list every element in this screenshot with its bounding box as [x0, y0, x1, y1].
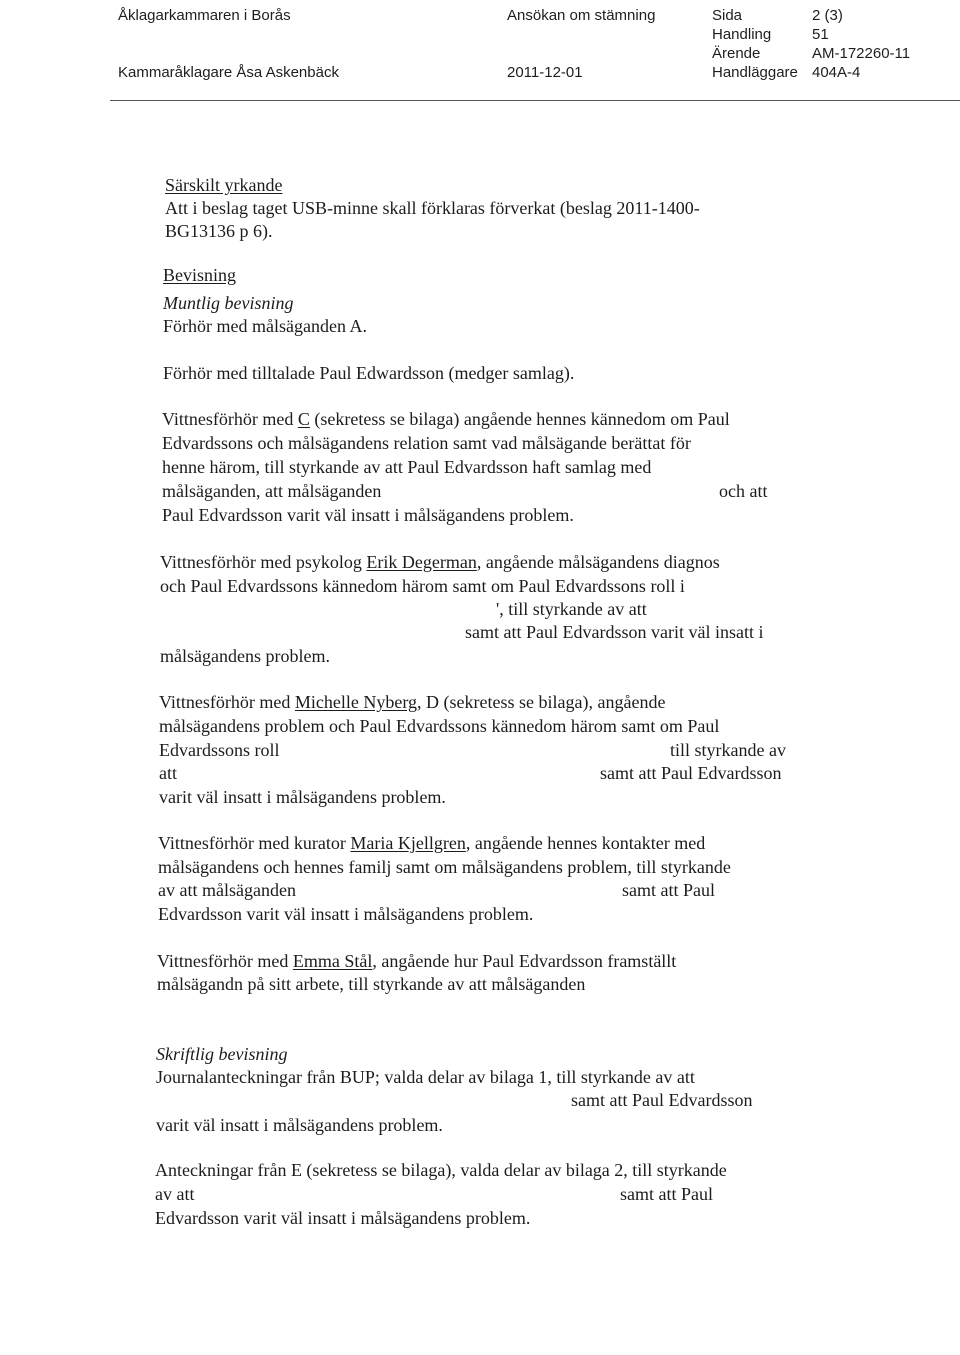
witness-name: Emma Stål — [292, 951, 373, 971]
header-office: Åklagarkammaren i Borås — [118, 7, 291, 24]
text-line: Edvardssons och målsägandens relation samt vad målsägande berättat för — [162, 433, 691, 453]
text-run: Vittnesförhör med — [159, 692, 295, 712]
text-run: Vittnesförhör med — [162, 409, 298, 429]
text-line: Journalanteckningar från BUP; valda delar av bilaga 1, till styrkande av att — [156, 1067, 695, 1087]
meta-label-case: Ärende — [712, 45, 761, 62]
heading-evidence: Bevisning — [163, 265, 237, 285]
text-line: samt att Paul Edvardsson — [571, 1090, 753, 1110]
text-line — [160, 551, 720, 573]
text-line: och att — [719, 481, 768, 501]
text-run: , D (sekretess se bilaga), angående — [417, 692, 666, 712]
header-date: 2011-12-01 — [507, 64, 583, 81]
text-line: Edvardsson varit väl insatt i målsägandens problem. — [155, 1208, 531, 1228]
text-line: av att målsäganden — [158, 880, 296, 900]
text-line: Förhör med målsäganden A. — [163, 316, 367, 336]
text-line: Paul Edvardsson varit väl insatt i målsägandens problem. — [162, 505, 574, 525]
text-line: henne härom, till styrkande av att Paul Edvardsson haft samlag med — [162, 457, 652, 477]
text-line: målsägandens problem. — [160, 646, 330, 666]
meta-value-page: 2 (3) — [812, 7, 843, 24]
meta-label-handling: Handling — [712, 26, 772, 43]
text-line: målsäganden, att målsäganden — [162, 481, 382, 501]
text-line: att — [159, 763, 177, 783]
text-line — [159, 691, 665, 713]
text-line: samt att Paul — [622, 880, 715, 900]
text-line — [157, 950, 676, 972]
text-line: målsägandn på sitt arbete, till styrkande av att målsäganden — [157, 974, 586, 994]
header-prosecutor: Kammaråklagare Åsa Askenbäck — [118, 64, 339, 81]
text-run: Vittnesförhör med psykolog — [160, 552, 367, 572]
header-doc-type: Ansökan om stämning — [507, 7, 656, 24]
text-line: BG13136 p 6). — [165, 221, 273, 241]
meta-value-handling: 51 — [812, 26, 829, 43]
text-line: och Paul Edvardssons kännedom härom samt om Paul Edvardssons roll i — [160, 576, 685, 596]
text-line: samt att Paul — [620, 1184, 713, 1204]
text-line: Att i beslag taget USB-minne skall förklaras förverkat (beslag 2011-1400- — [165, 198, 700, 218]
text-line: samt att Paul Edvardsson — [600, 763, 782, 783]
meta-value-handler: 404A-4 — [812, 64, 861, 81]
witness-name: Erik Degerman — [366, 552, 477, 572]
meta-label-page: Sida — [712, 7, 743, 24]
text-line: målsägandens problem och Paul Edvardssons kännedom härom samt om Paul — [159, 716, 720, 736]
text-run: (sekretess se bilaga) angående hennes kännedom om Paul — [309, 409, 730, 429]
text-line: till styrkande av — [670, 740, 786, 760]
text-line: Anteckningar från E (sekretess se bilaga), valda delar av bilaga 2, till styrkande — [155, 1160, 727, 1180]
witness-name: C — [297, 409, 310, 429]
text-line: varit väl insatt i målsägandens problem. — [156, 1115, 443, 1135]
header-divider — [110, 100, 960, 101]
heading-special-claim: Särskilt yrkande — [165, 175, 283, 195]
text-line: ', till styrkande av att — [496, 599, 647, 619]
meta-label-handler: Handläggare — [712, 64, 798, 81]
text-run: Vittnesförhör med — [157, 951, 293, 971]
text-line: Edvardsson varit väl insatt i målsägandens problem. — [158, 904, 534, 924]
text-line — [158, 832, 705, 854]
subheading-oral-evidence: Muntlig bevisning — [163, 293, 294, 313]
witness-name: Maria Kjellgren — [350, 833, 466, 853]
text-run: , angående hennes kontakter med — [465, 833, 706, 853]
text-line: Förhör med tilltalade Paul Edwardsson (medger samlag). — [163, 363, 575, 383]
meta-value-case: AM-172260-11 — [812, 45, 911, 62]
text-line: målsägandens och hennes familj samt om målsägandens problem, till styrkande — [158, 857, 731, 877]
subheading-written-evidence: Skriftlig bevisning — [156, 1044, 288, 1064]
text-line: Edvardssons roll — [159, 740, 280, 760]
text-run: Vittnesförhör med kurator — [158, 833, 351, 853]
text-line — [162, 408, 730, 430]
text-line: samt att Paul Edvardsson varit väl insatt i — [465, 622, 764, 642]
witness-name: Michelle Nyberg — [294, 692, 418, 712]
text-run: , angående målsägandens diagnos — [476, 552, 720, 572]
text-line: av att — [155, 1184, 195, 1204]
text-line: varit väl insatt i målsägandens problem. — [159, 787, 446, 807]
text-run: , angående hur Paul Edvardsson framställt — [372, 951, 677, 971]
